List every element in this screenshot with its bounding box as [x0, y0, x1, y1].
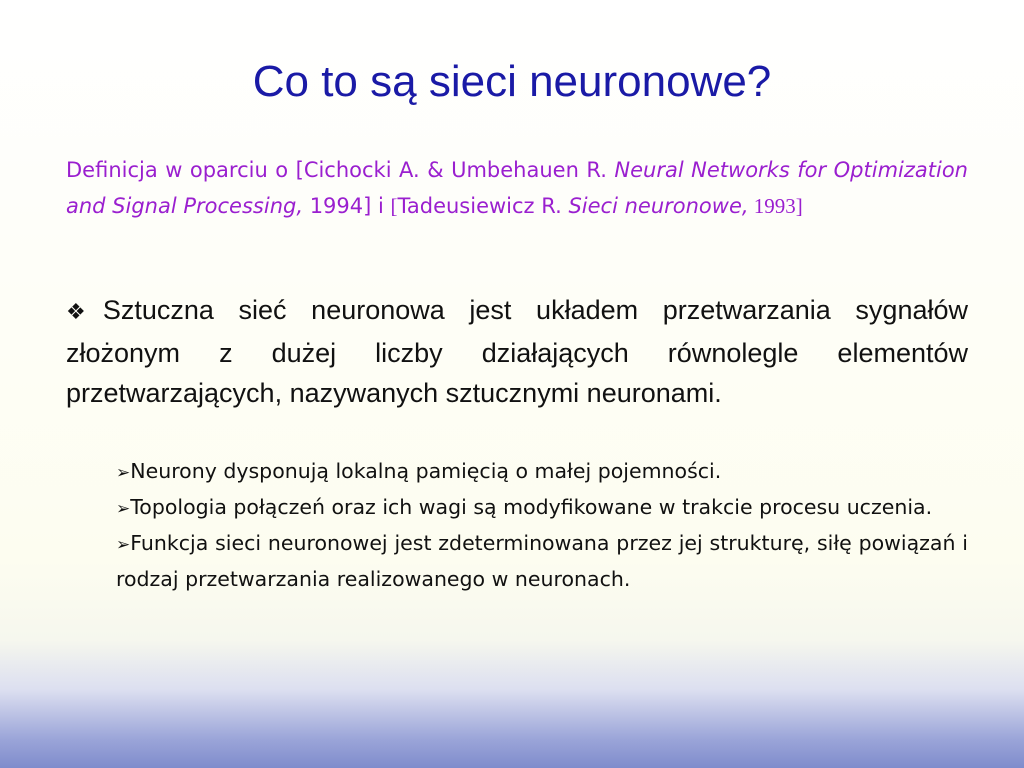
sub-bullet-item	[116, 454, 968, 490]
main-bullet-text: Sztuczna sieć neuronowa jest układem przetwarzania sygnałów złożonym z dużej liczby działających równolegle elementów przetwarzających, nazywanych sztucznymi neuronami.	[66, 295, 968, 408]
definition-year: 1993]	[748, 194, 803, 218]
sub-bullet-text: Topologia połączeń oraz ich wagi są modyfikowane w trakcie procesu uczenia.	[130, 495, 933, 519]
arrow-bullet-icon: ➢	[116, 499, 131, 519]
arrow-bullet-icon: ➢	[116, 535, 131, 555]
definition-text-2: 1994] i	[303, 194, 391, 218]
definition-bracket: [	[390, 194, 398, 218]
slide-title: Co to są sieci neuronowe?	[252, 57, 772, 106]
sub-bullet-text: Neurony dysponują lokalną pamięcią o małej pojemności.	[130, 459, 722, 483]
main-bullet-paragraph	[66, 290, 968, 413]
sub-bullet-item	[116, 526, 968, 596]
diamond-bullet-icon: ❖	[66, 300, 103, 325]
definition-book-title-2: Sieci neuronowe,	[568, 194, 749, 218]
definition-text-3: Tadeusiewicz R.	[397, 194, 569, 218]
definition-paragraph	[66, 152, 968, 224]
sub-bullet-item	[116, 490, 968, 526]
sub-bullet-list	[116, 454, 968, 596]
definition-book-title-1: Neural Networks for Optimization and Signal Processing,	[66, 158, 968, 218]
definition-text-1: Definicja w oparciu o [Cichocki A. & Umbehauen R.	[66, 158, 615, 182]
arrow-bullet-icon: ➢	[116, 463, 131, 483]
sub-bullet-text: Funkcja sieci neuronowej jest zdeterminowana przez jej strukturę, siłę powiązań i rodzaj przetwarzania realizowanego w neuronach.	[116, 531, 968, 591]
